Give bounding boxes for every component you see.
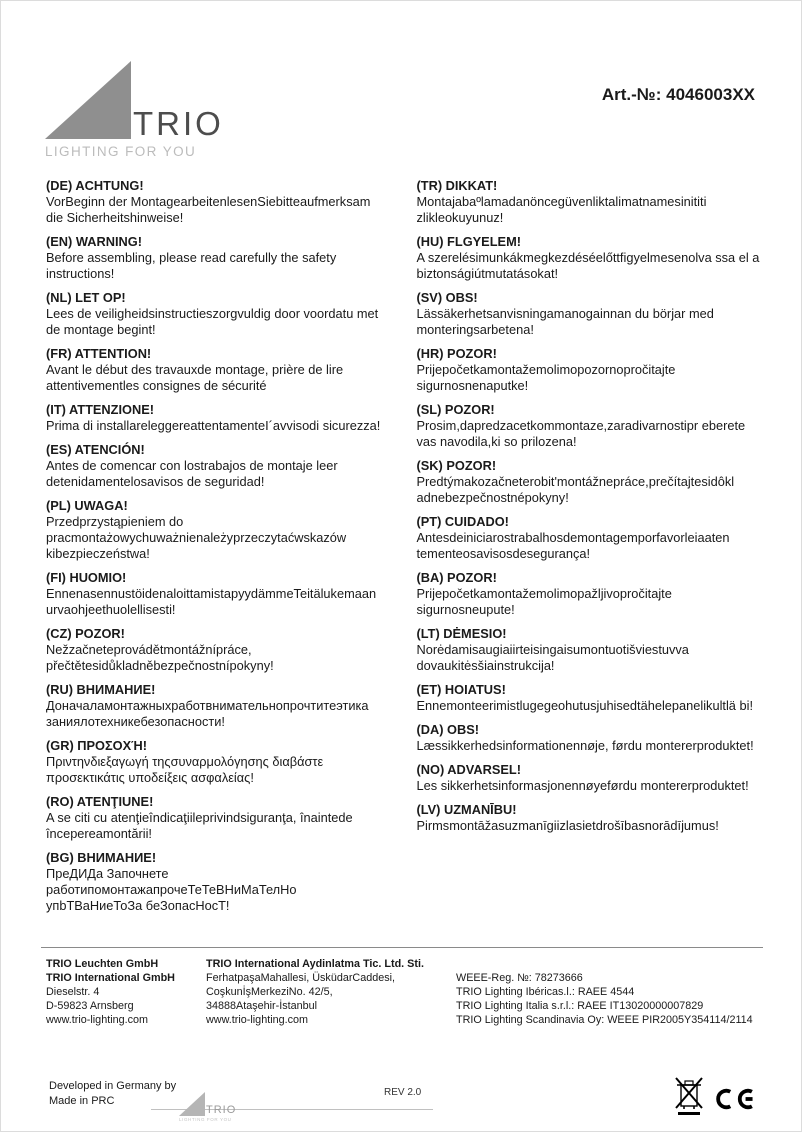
warning-block (46, 850, 391, 914)
warning-body: Lees de veiligheidsinstructieszorgvuldig door voordatu met de montage begint! (46, 306, 379, 337)
warning-heading: (FI) HUOMIO! (46, 570, 127, 585)
warning-heading: (LV) UZMANĪBU! (416, 802, 517, 817)
footer-column-turkey (206, 957, 451, 1027)
warning-heading: (HU) FLGYELEM! (416, 234, 521, 249)
warning-heading: (GR) ΠΡΟΣΟΧΉ! (46, 738, 148, 753)
warning-block (417, 626, 762, 674)
warning-body: Prijepočetkamontažemolimopozornopročitajte sigurnosnenaputke! (416, 362, 676, 393)
warning-body: Pirmsmontāžasuzmanīgiizlasietdrošībasnorādījumus! (416, 818, 719, 833)
warning-body: Predtýmakozačneterobit'montážnepráce,prečítajtesidôkl adnebezpečnostnépokyny! (416, 474, 735, 505)
warning-block (417, 514, 762, 562)
footer-column-germany (46, 957, 201, 1027)
warning-body: Przedprzystąpieniem do pracmontażowychuważnienależyprzeczytaćwskazów kibezpieczeństwa! (46, 514, 347, 561)
logo-triangle-icon (45, 61, 131, 139)
warning-body: Lässäkerhetsanvisningamanogainnan du börjar med monteringsarbetena! (416, 306, 714, 337)
warning-heading: (SK) POZOR! (416, 458, 497, 473)
origin-note (49, 1079, 176, 1109)
warning-block (46, 346, 391, 394)
footer-registration-line: WEEE-Reg. №: 78273666 (456, 972, 583, 984)
warning-heading: (DE) ACHTUNG! (46, 178, 144, 193)
warning-body: Avant le début des travauxde montage, prière de lire attentivementles consignes de sécurité (46, 362, 344, 393)
warning-block (46, 738, 391, 786)
warning-body: Læssikkerhedsinformationennøje, førdu montererproduktet! (416, 738, 754, 753)
footer-company-name: TRIO International Aydinlatma Tic. Ltd. Sti. (206, 958, 424, 970)
warning-block (46, 498, 391, 562)
warning-body: Πριντηνδιεξαγωγή τηςσυναρμολόγησης διαβάστε προσεκτικάτις υποδείξεις ασφαλείας! (46, 754, 324, 785)
warning-body: Prosim,dapredzacetkommontaze,zaradivarnostipr eberete vas navodila,ki so prilozena! (416, 418, 746, 449)
footer-address-line: D-59823 Arnsberg (46, 1000, 134, 1012)
footer-address-line: 34888Ataşehir-İstanbul (206, 1000, 318, 1012)
warning-block (46, 682, 391, 730)
warning-body: A szerelésimunkákmegkezdéséelőttfigyelmesenolva ssa el a biztonságiútmutatásokat! (416, 250, 760, 281)
warnings-section (46, 178, 761, 922)
logo-triangle-icon (179, 1092, 205, 1116)
warning-body: Prima di installareleggereattentamenteI´avvisodi sicurezza! (46, 418, 381, 433)
footer-divider (41, 947, 763, 948)
warning-body: Antes de comencar con lostrabajos de montaje leer detenidamentelosavisos de seguridad! (46, 458, 338, 489)
warning-block (417, 458, 762, 506)
warnings-column-left (46, 178, 391, 922)
warning-block (46, 402, 391, 434)
warning-heading: (CZ) POZOR! (46, 626, 125, 641)
warning-block (417, 402, 762, 450)
warning-body: Montajabaºlamadanöncegüvenliktalimatnamesinititi zlikleokuyunuz! (416, 194, 707, 225)
warning-block (46, 570, 391, 618)
ce-mark-icon (715, 1086, 757, 1112)
origin-note-line: Made in PRC (49, 1095, 115, 1107)
warning-body: Norėdamisaugiaiirteisingaisumontuotišviestuvva dovaukitėsšiainstrukcija! (416, 642, 689, 673)
warning-block (46, 290, 391, 338)
logo-brand-text: TRIO (133, 104, 224, 142)
warning-heading: (IT) ATTENZIONE! (46, 402, 155, 417)
warning-heading: (EN) WARNING! (46, 234, 142, 249)
footer-company-name: TRIO Leuchten GmbH (46, 958, 159, 970)
revision-label: REV 2.0 (384, 1087, 422, 1098)
warning-body: ПреДИДа Започнете работипомонтажапрочеТеТеВНиМаТелНо упbТВаНиеТоЗа беЗопасНосТ! (46, 866, 297, 913)
footer-company-name: TRIO International GmbH (46, 972, 175, 984)
origin-note-line: Developed in Germany by (49, 1080, 177, 1092)
weee-crossed-bin-icon (674, 1075, 704, 1117)
warning-heading: (NO) ADVARSEL! (416, 762, 521, 777)
warning-block (46, 234, 391, 282)
warning-body: Prijepočetkamontažemolimopažljivopročitajte sigurnosneupute! (416, 586, 672, 617)
warning-heading: (TR) DIKKAT! (416, 178, 498, 193)
warning-block (417, 762, 762, 794)
warning-block (417, 178, 762, 226)
warning-heading: (SL) POZOR! (416, 402, 495, 417)
warning-heading: (PT) CUIDADO! (416, 514, 509, 529)
footer-registration-line: TRIO Lighting Italia s.r.l.: RAEE IT13020000007829 (456, 1000, 704, 1012)
warning-heading: (BG) ВНИМАНИЕ! (46, 850, 157, 865)
warning-body: Nežzačneteprovádětmontážnípráce, přečtětesidůkladněbezpečnostnípokyny! (46, 642, 274, 673)
footer-address-line: www.trio-lighting.com (46, 1014, 149, 1026)
logo-tagline: LIGHTING FOR YOU (45, 144, 197, 159)
warning-heading: (PL) UWAGA! (46, 498, 128, 513)
footer-column-registrations (456, 971, 766, 1027)
warning-block (46, 794, 391, 842)
warning-heading: (HR) POZOR! (416, 346, 497, 361)
warning-body: Before assembling, please read carefully the safety instructions! (46, 250, 337, 281)
logo-tagline: LIGHTING FOR YOU (179, 1117, 232, 1122)
warning-heading: (DA) OBS! (416, 722, 480, 737)
warning-block (46, 178, 391, 226)
warning-heading: (ET) HOIATUS! (416, 682, 506, 697)
warning-heading: (NL) LET OP! (46, 290, 126, 305)
footer-registration-line: TRIO Lighting Scandinavia Oy: WEEE PIR2005Y354114/2114 (456, 1014, 753, 1026)
warnings-column-right (417, 178, 762, 922)
warning-block (46, 626, 391, 674)
warning-block (417, 346, 762, 394)
footer-address-line: Dieselstr. 4 (46, 986, 100, 998)
warning-body: EnnenasennustöidenaloittamistapyydämmeTeitälukemaan urvaohjeethuolellisesti! (46, 586, 377, 617)
warning-heading: (ES) ATENCIÓN! (46, 442, 145, 457)
warning-block (417, 802, 762, 834)
article-number: Art.-№: 4046003XX (601, 85, 755, 104)
trio-logo (45, 59, 224, 159)
footer-registration-line: TRIO Lighting Ibéricas.l.: RAEE 4544 (456, 986, 635, 998)
warning-heading: (BA) POZOR! (416, 570, 497, 585)
footer-address-line: www.trio-lighting.com (206, 1014, 309, 1026)
warning-body: A se citi cu atenţieîndicaţiileprivindsiguranţa, înaintede începereamontării! (46, 810, 353, 841)
warning-block (417, 570, 762, 618)
warning-heading: (LT) DĖMESIO! (416, 626, 507, 641)
warning-block (417, 234, 762, 282)
warning-block (417, 722, 762, 754)
warning-body: Les sikkerhetsinformasjonennøyeførdu montererproduktet! (416, 778, 749, 793)
footer-address-line: CoşkunİşMerkeziNo. 42/5, (206, 986, 333, 998)
warning-heading: (FR) ATTENTION! (46, 346, 152, 361)
warning-block (417, 290, 762, 338)
warning-body: Доначаламонтажныхработвнимательнопрочтитеэтика заниялотехникебезопасности! (46, 698, 369, 729)
logo-brand-text: TRIO (206, 1104, 237, 1117)
warning-body: Ennemonteerimistlugegeohutusjuhisedtähelepanelikultlä bi! (416, 698, 753, 713)
warning-block (46, 442, 391, 490)
warning-heading: (RU) ВНИМАНИЕ! (46, 682, 156, 697)
warning-body: VorBeginn der MontagearbeitenlesenSiebitteaufmerksam die Sicherheitshinweise! (46, 194, 371, 225)
warning-heading: (SV) OBS! (416, 290, 478, 305)
warning-body: Antesdeiniciarostrabalhosdemontagemporfavorleiaaten tementeosavisosdesegurança! (416, 530, 730, 561)
warning-block (417, 682, 762, 714)
warning-heading: (RO) ATENŢIUNE! (46, 794, 154, 809)
footer-address-line: FerhatpaşaMahallesi, ÜsküdarCaddesi, (206, 972, 396, 984)
trio-logo-small (179, 1092, 236, 1122)
